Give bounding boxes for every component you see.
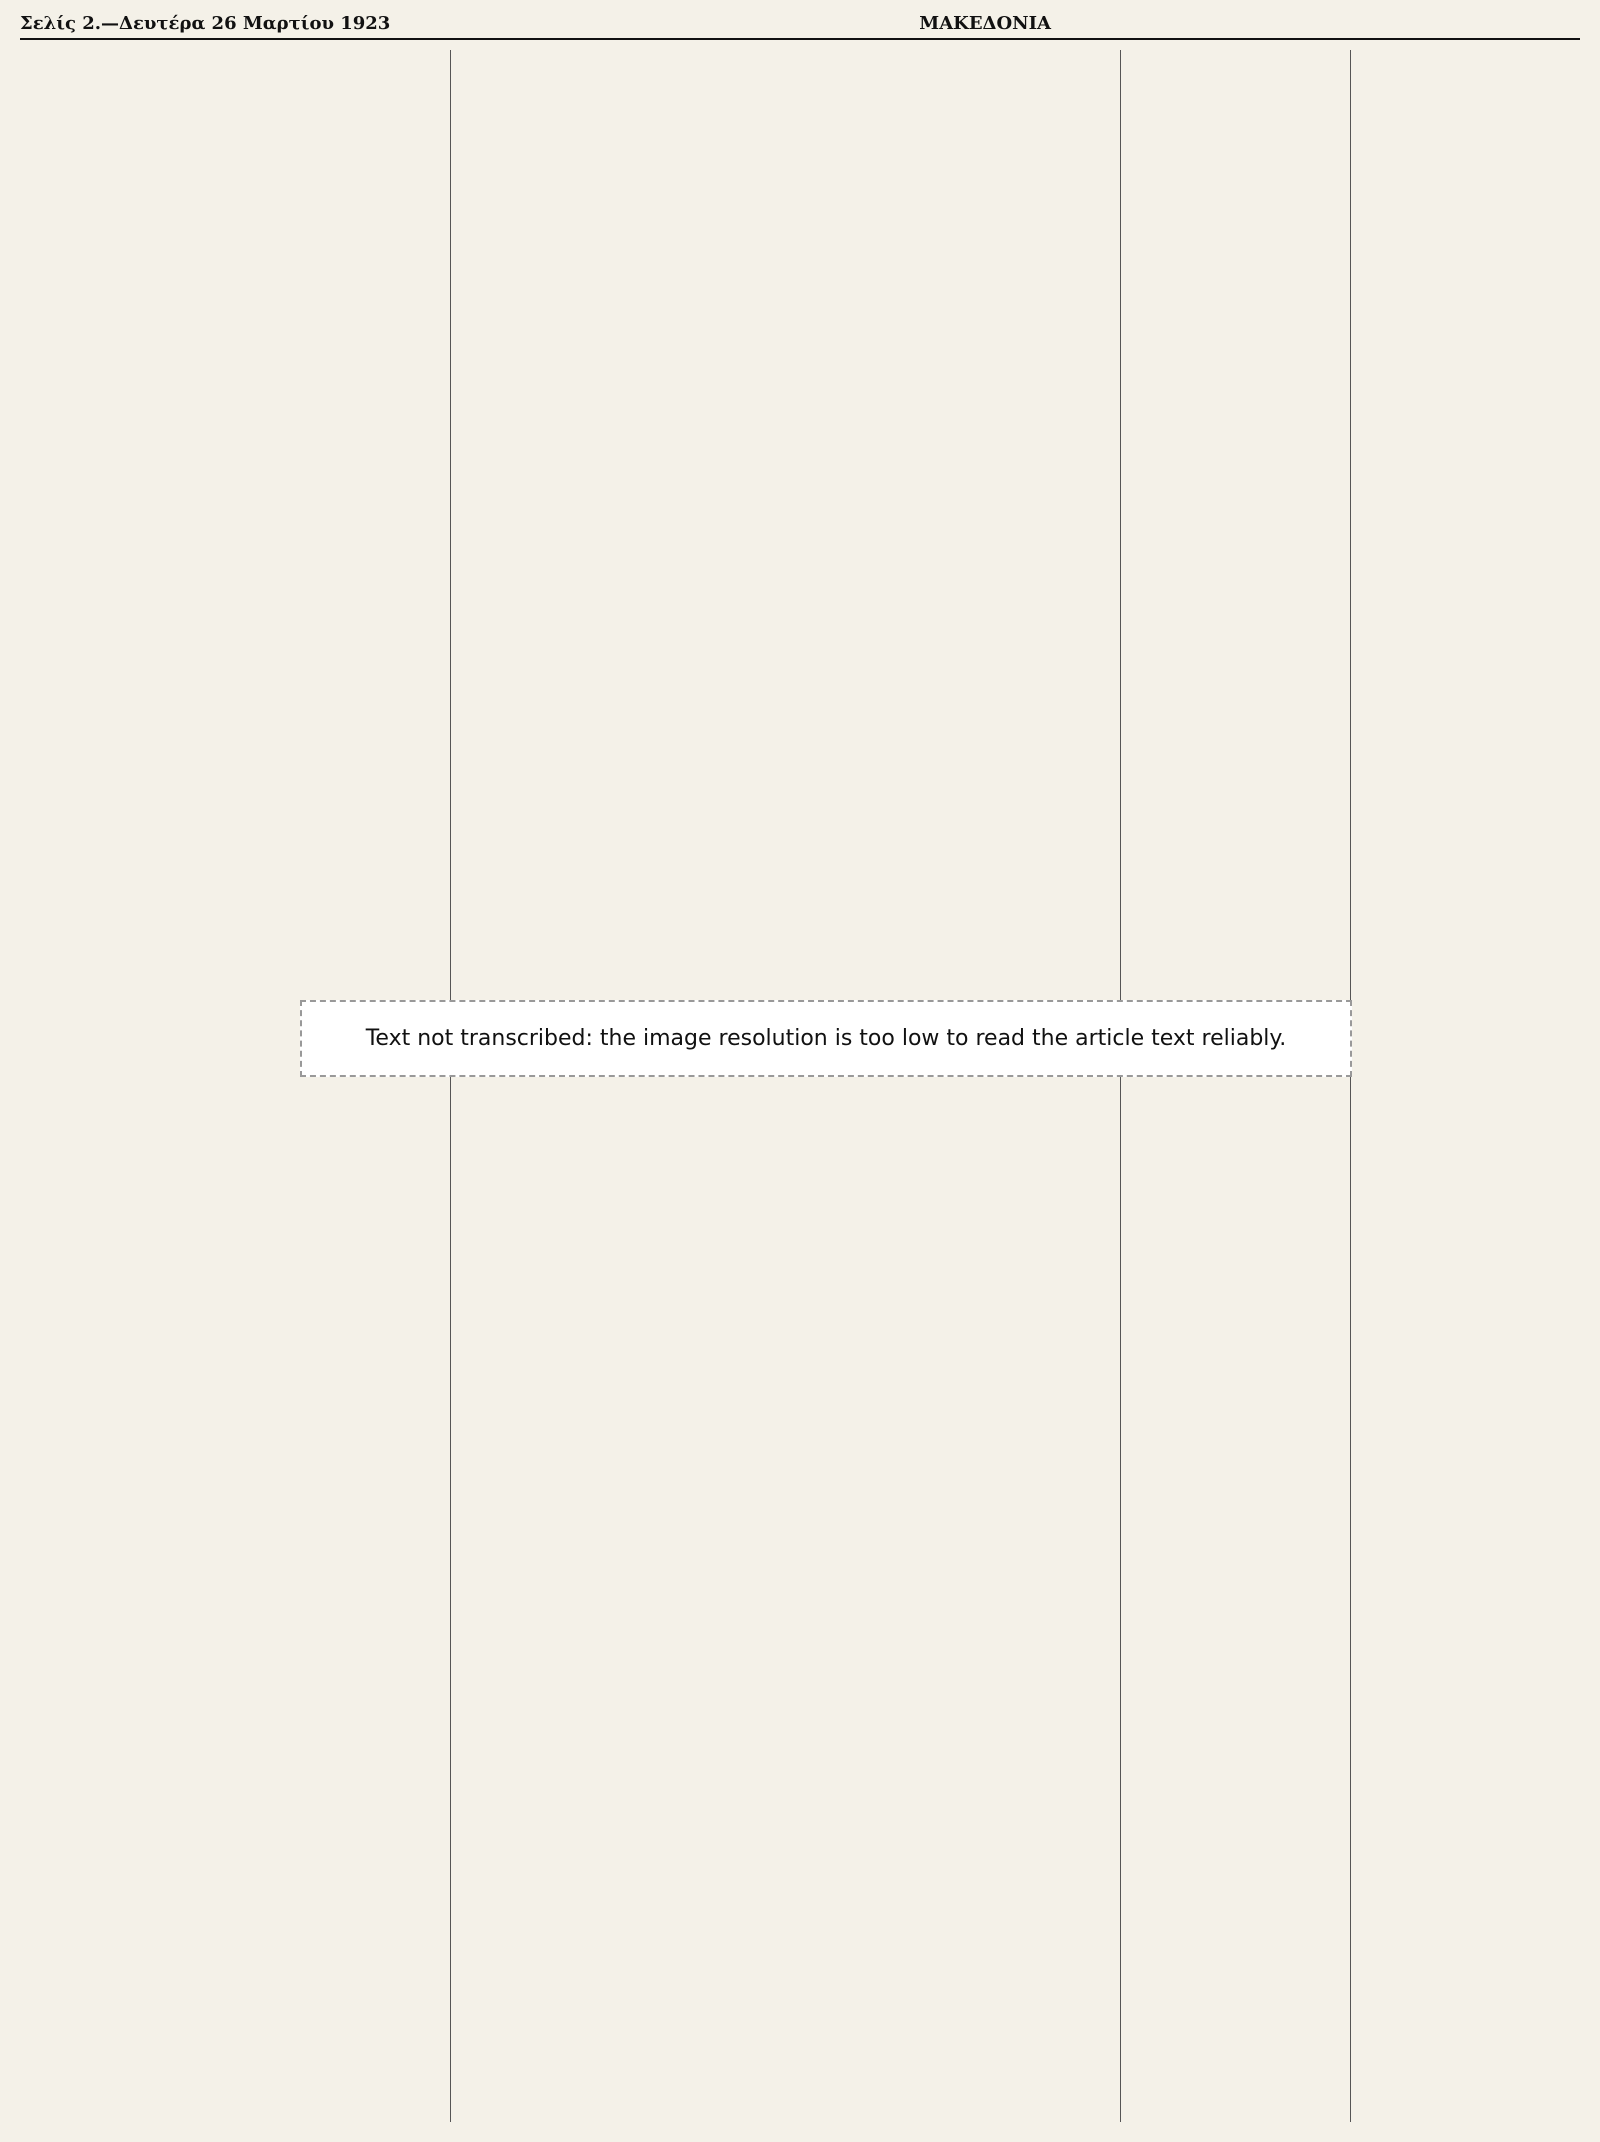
issue-date: Σελίς 2.—Δευτέρα 26 Μαρτίου 1923	[20, 12, 391, 34]
masthead	[20, 8, 1580, 40]
column-4	[1360, 50, 1580, 2122]
transcription-note: Text not transcribed: the image resolution is too low to read the article text reliably.	[300, 1000, 1352, 1077]
newspaper-title: ΜΑΚΕΔΟΝΙΑ	[919, 12, 1052, 34]
column-2	[460, 50, 1121, 2122]
column-3	[1130, 50, 1351, 2122]
column-1	[20, 50, 451, 2122]
